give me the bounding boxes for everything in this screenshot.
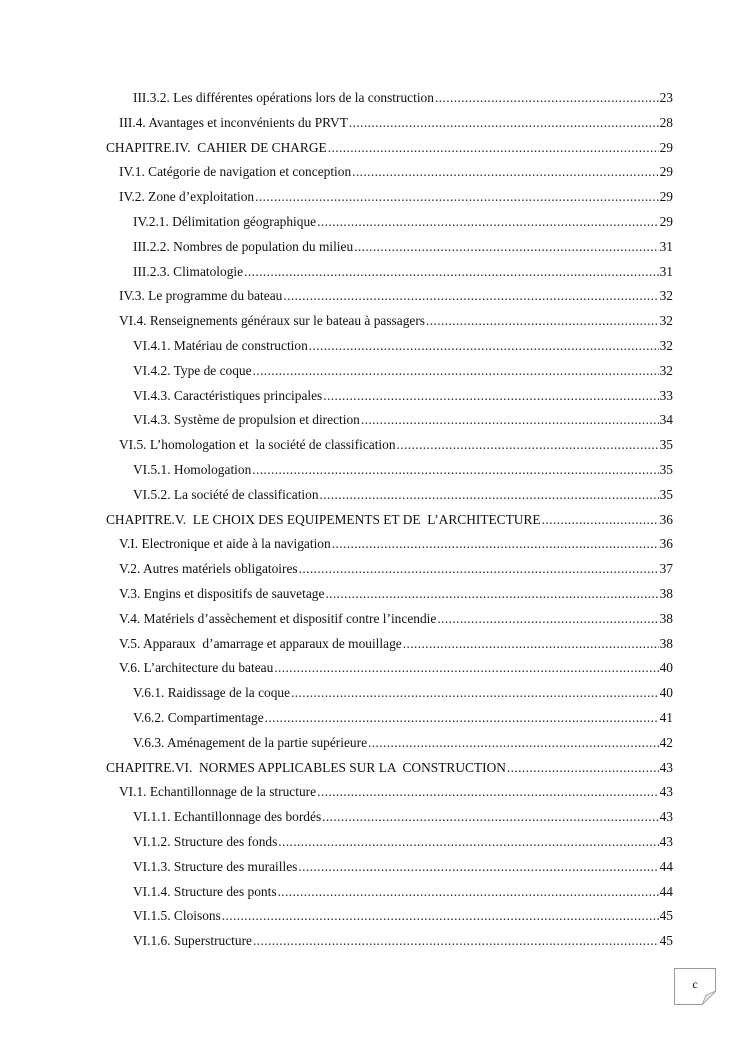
toc-entry[interactable]	[0, 532, 673, 557]
toc-dot-leader	[322, 805, 658, 830]
toc-entry[interactable]	[0, 210, 673, 235]
toc-entry-title: IV.1. Catégorie de navigation et conception	[119, 164, 352, 180]
toc-dot-leader	[283, 284, 658, 309]
toc-entry-title: VI.1.5. Cloisons	[133, 908, 221, 924]
toc-entry-title: CHAPITRE.V. LE CHOIX DES EQUIPEMENTS ET DE L’ARCHITECTURE	[106, 511, 541, 527]
toc-entry[interactable]	[0, 805, 673, 830]
toc-entry-title: III.4. Avantages et inconvénients du PRVT	[119, 114, 348, 130]
toc-entry[interactable]	[0, 384, 673, 409]
toc-entry-title: IV.3. Le programme du bateau	[119, 288, 283, 304]
toc-entry-page-number: 36	[659, 511, 673, 527]
toc-entry-title: VI.5. L’homologation et la société de classification	[119, 437, 396, 453]
toc-entry-page-number: 29	[659, 139, 673, 155]
toc-dot-leader	[253, 929, 659, 954]
toc-entry-title: VI.4.2. Type de coque	[133, 362, 252, 378]
toc-entry-title: IV.2.1. Délimitation géographique	[133, 213, 317, 229]
toc-entry-page-number: 44	[659, 883, 673, 899]
toc-entry-page-number: 38	[659, 610, 673, 626]
toc-entry[interactable]	[0, 309, 673, 334]
toc-dot-leader	[278, 830, 658, 855]
toc-entry-title: CHAPITRE.VI. NORMES APPLICABLES SUR LA CONSTRUCTION	[106, 759, 506, 775]
toc-entry-title: VI.1.2. Structure des fonds	[133, 833, 278, 849]
toc-entry-title: VI.5.1. Homologation	[133, 461, 252, 477]
toc-entry-title: III.2.2. Nombres de population du milieu	[133, 238, 354, 254]
toc-dot-leader	[542, 508, 659, 533]
toc-entry-title: VI.4.3. Caractéristiques principales	[133, 387, 323, 403]
toc-entry-title: V.6. L’architecture du bateau	[119, 660, 274, 676]
toc-entry-page-number: 45	[659, 933, 673, 949]
toc-dot-leader	[361, 408, 659, 433]
page-number-box	[674, 968, 716, 1005]
toc-dot-leader	[435, 86, 659, 111]
toc-entry-title: VI.1.4. Structure des ponts	[133, 883, 277, 899]
toc-entry-page-number: 28	[659, 114, 673, 130]
toc-dot-leader	[253, 359, 659, 384]
toc-entry-page-number: 35	[659, 461, 673, 477]
toc-entry[interactable]	[0, 260, 673, 285]
toc-entry[interactable]	[0, 830, 673, 855]
toc-entry[interactable]	[0, 334, 673, 359]
toc-entry[interactable]	[0, 433, 673, 458]
toc-entry-page-number: 43	[659, 759, 673, 775]
toc-entry-title: V.3. Engins et dispositifs de sauvetage	[119, 585, 325, 601]
toc-entry[interactable]	[0, 284, 673, 309]
toc-entry-title: IV.2. Zone d’exploitation	[119, 189, 255, 205]
toc-dot-leader	[278, 880, 659, 905]
toc-entry[interactable]	[0, 483, 673, 508]
toc-entry-page-number: 32	[659, 337, 673, 353]
toc-entry-page-number: 40	[659, 660, 673, 676]
toc-entry-title: VI.4. Renseignements généraux sur le bateau à passagers	[119, 313, 426, 329]
toc-dot-leader	[298, 855, 658, 880]
toc-entry-title: V.I. Electronique et aide à la navigation	[119, 536, 331, 552]
page-number-label: c	[692, 977, 698, 991]
toc-entry[interactable]	[0, 929, 673, 954]
toc-entry[interactable]	[0, 235, 673, 260]
table-of-contents	[0, 86, 745, 954]
toc-dot-leader	[325, 582, 658, 607]
toc-dot-leader	[265, 706, 659, 731]
toc-entry-title: V.2. Autres matériels obligatoires	[119, 561, 298, 577]
toc-dot-leader	[252, 458, 658, 483]
toc-dot-leader	[349, 111, 659, 136]
toc-entry-page-number: 29	[659, 189, 673, 205]
toc-entry[interactable]	[0, 632, 673, 657]
toc-entry-page-number: 43	[659, 833, 673, 849]
toc-entry[interactable]	[0, 880, 673, 905]
toc-entry-page-number: 38	[659, 585, 673, 601]
toc-entry-page-number: 29	[659, 213, 673, 229]
toc-entry-page-number: 35	[659, 437, 673, 453]
toc-entry-title: V.6.1. Raidissage de la coque	[133, 685, 291, 701]
folded-corner-icon	[702, 991, 716, 1005]
toc-entry[interactable]	[0, 408, 673, 433]
toc-entry[interactable]	[0, 160, 673, 185]
toc-entry[interactable]	[0, 359, 673, 384]
toc-entry-page-number: 45	[659, 908, 673, 924]
toc-entry[interactable]	[0, 706, 673, 731]
toc-entry-page-number: 23	[659, 90, 673, 105]
toc-entry-page-number: 37	[659, 561, 673, 577]
toc-dot-leader	[397, 433, 659, 458]
toc-dot-leader	[222, 904, 659, 929]
toc-entry-page-number: 34	[659, 412, 673, 428]
toc-entry-page-number: 33	[659, 387, 673, 403]
toc-dot-leader	[332, 532, 659, 557]
toc-dot-leader	[317, 780, 659, 805]
toc-entry[interactable]	[0, 607, 673, 632]
toc-entry-page-number: 35	[659, 486, 673, 502]
toc-dot-leader	[291, 681, 659, 706]
toc-entry[interactable]	[0, 458, 673, 483]
toc-entry-title: V.6.2. Compartimentage	[133, 709, 264, 725]
toc-entry[interactable]	[0, 557, 673, 582]
toc-entry-title: V.5. Apparaux d’amarrage et apparaux de mouillage	[119, 635, 402, 651]
toc-entry-page-number: 32	[659, 362, 673, 378]
toc-entry[interactable]	[0, 731, 673, 756]
toc-entry-page-number: 32	[659, 288, 673, 304]
toc-entry[interactable]	[0, 86, 673, 111]
toc-entry-page-number: 41	[659, 709, 673, 725]
toc-entry[interactable]	[0, 855, 673, 880]
toc-dot-leader	[244, 260, 659, 285]
toc-dot-leader	[354, 235, 658, 260]
toc-dot-leader	[299, 557, 659, 582]
toc-entry-title: VI.4.3. Système de propulsion et direction	[133, 412, 360, 428]
toc-dot-leader	[274, 656, 658, 681]
toc-entry-page-number: 38	[659, 635, 673, 651]
toc-entry[interactable]	[0, 185, 673, 210]
toc-entry-page-number: 31	[659, 263, 673, 279]
toc-entry-page-number: 40	[659, 685, 673, 701]
toc-entry-title: V.6.3. Aménagement de la partie supérieure	[133, 734, 368, 750]
toc-entry-title: VI.1. Echantillonnage de la structure	[119, 784, 317, 800]
toc-entry-page-number: 32	[659, 313, 673, 329]
toc-entry-page-number: 29	[659, 164, 673, 180]
toc-entry-title: VI.1.1. Echantillonnage des bordés	[133, 809, 322, 825]
toc-entry-title: VI.1.6. Superstructure	[133, 933, 252, 949]
toc-entry-page-number: 31	[659, 238, 673, 254]
toc-dot-leader	[403, 632, 659, 657]
toc-entry-page-number: 43	[659, 784, 673, 800]
toc-dot-leader	[255, 185, 658, 210]
toc-dot-leader	[309, 334, 659, 359]
toc-entry-page-number: 36	[659, 536, 673, 552]
toc-entry[interactable]	[0, 904, 673, 929]
toc-dot-leader	[320, 483, 659, 508]
toc-dot-leader	[352, 160, 658, 185]
toc-entry[interactable]	[0, 681, 673, 706]
toc-entry-page-number: 43	[659, 809, 673, 825]
toc-dot-leader	[507, 756, 659, 781]
toc-dot-leader	[323, 384, 658, 409]
toc-entry-page-number: 44	[659, 858, 673, 874]
toc-entry-title: III.3.2. Les différentes opérations lors de la construction	[133, 90, 434, 105]
toc-entry-title: VI.4.1. Matériau de construction	[133, 337, 308, 353]
toc-dot-leader	[317, 210, 659, 235]
toc-entry-page-number: 42	[659, 734, 673, 750]
toc-dot-leader	[368, 731, 659, 756]
toc-entry[interactable]	[0, 780, 673, 805]
toc-entry[interactable]	[0, 756, 673, 781]
toc-dot-leader	[426, 309, 659, 334]
toc-entry[interactable]	[0, 508, 673, 533]
toc-entry[interactable]	[0, 136, 673, 161]
toc-entry-title: V.4. Matériels d’assèchement et dispositif contre l’incendie	[119, 610, 437, 626]
toc-entry-title: VI.1.3. Structure des murailles	[133, 858, 298, 874]
toc-entry-title: III.2.3. Climatologie	[133, 263, 244, 279]
toc-entry-title: CHAPITRE.IV. CAHIER DE CHARGE	[106, 139, 327, 155]
toc-entry[interactable]	[0, 111, 673, 136]
toc-dot-leader	[328, 136, 659, 161]
toc-entry-title: VI.5.2. La société de classification	[133, 486, 319, 502]
toc-dot-leader	[437, 607, 658, 632]
toc-entry[interactable]	[0, 656, 673, 681]
toc-entry[interactable]	[0, 582, 673, 607]
